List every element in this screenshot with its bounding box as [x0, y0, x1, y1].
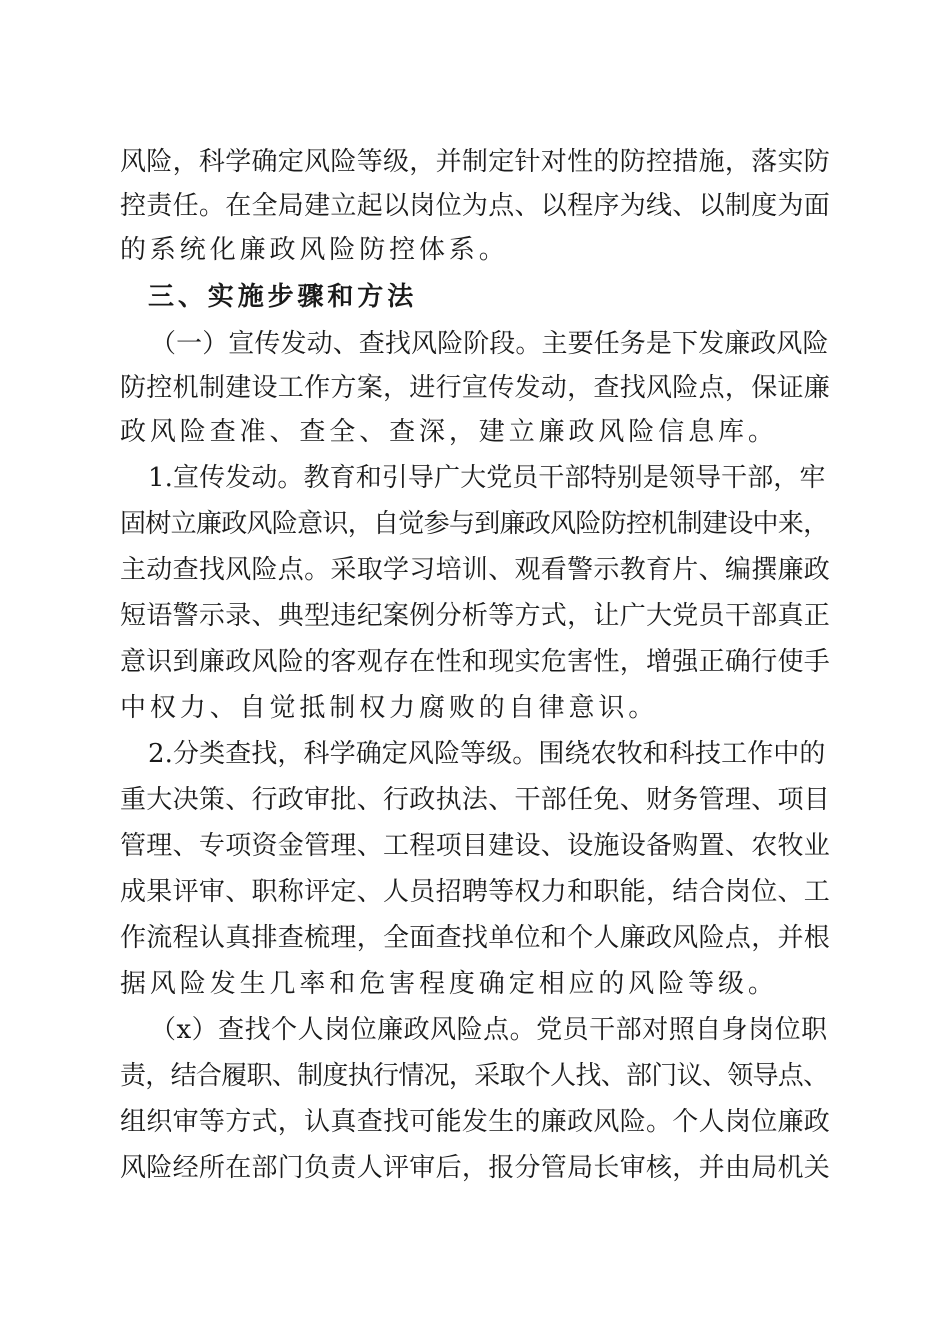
paragraph-line: 作流程认真排查梳理，全面查找单位和个人廉政风险点，并根 — [120, 923, 831, 953]
paragraph-line: 风险经所在部门负责人评审后，报分管局长审核，并由局机关 — [120, 1153, 831, 1183]
paragraph-line: 组织审等方式，认真查找可能发生的廉政风险。个人岗位廉政 — [120, 1107, 831, 1137]
paragraph-line: 管理、专项资金管理、工程项目建设、设施设备购置、农牧业 — [120, 831, 831, 861]
paragraph-line: 据风险发生几率和危害程度确定相应的风险等级。 — [120, 969, 778, 999]
paragraph-line: （一）宣传发动、查找风险阶段。主要任务是下发廉政风险 — [150, 329, 829, 359]
paragraph-line: （x）查找个人岗位廉政风险点。党员干部对照自身岗位职 — [150, 1015, 828, 1045]
paragraph-line: 成果评审、职称评定、人员招聘等权力和职能，结合岗位、工 — [120, 877, 831, 907]
paragraph-line: 固树立廉政风险意识，自觉参与到廉政风险防控机制建设中来， — [120, 509, 829, 539]
paragraph-line: 意识到廉政风险的客观存在性和现实危害性，增强正确行使手 — [120, 647, 831, 677]
section-heading: 三、实施步骤和方法 — [148, 282, 418, 312]
paragraph-line: 中权力、自觉抵制权力腐败的自律意识。 — [120, 693, 659, 723]
paragraph-line: 重大决策、行政审批、行政执法、干部任免、财务管理、项目 — [120, 785, 831, 815]
paragraph-line: 风险，科学确定风险等级，并制定针对性的防控措施，落实防 — [120, 147, 831, 177]
paragraph-line: 控责任。在全局建立起以岗位为点、以程序为线、以制度为面 — [120, 191, 831, 221]
paragraph-line: 主动查找风险点。采取学习培训、观看警示教育片、编撰廉政 — [120, 555, 831, 585]
paragraph-line: 2.分类查找，科学确定风险等级。围绕农牧和科技工作中的 — [148, 739, 826, 769]
paragraph-line: 责，结合履职、制度执行情况，采取个人找、部门议、领导点、 — [120, 1061, 829, 1091]
paragraph-line: 短语警示录、典型违纪案例分析等方式，让广大党员干部真正 — [120, 601, 831, 631]
paragraph-line: 防控机制建设工作方案，进行宣传发动，查找风险点，保证廉 — [120, 373, 831, 403]
paragraph-line: 政风险查准、查全、查深，建立廉政风险信息库。 — [120, 417, 778, 447]
paragraph-line: 的系统化廉政风险防控体系。 — [120, 235, 509, 265]
paragraph-line: 1.宣传发动。教育和引导广大党员干部特别是领导干部，牢 — [148, 463, 826, 493]
